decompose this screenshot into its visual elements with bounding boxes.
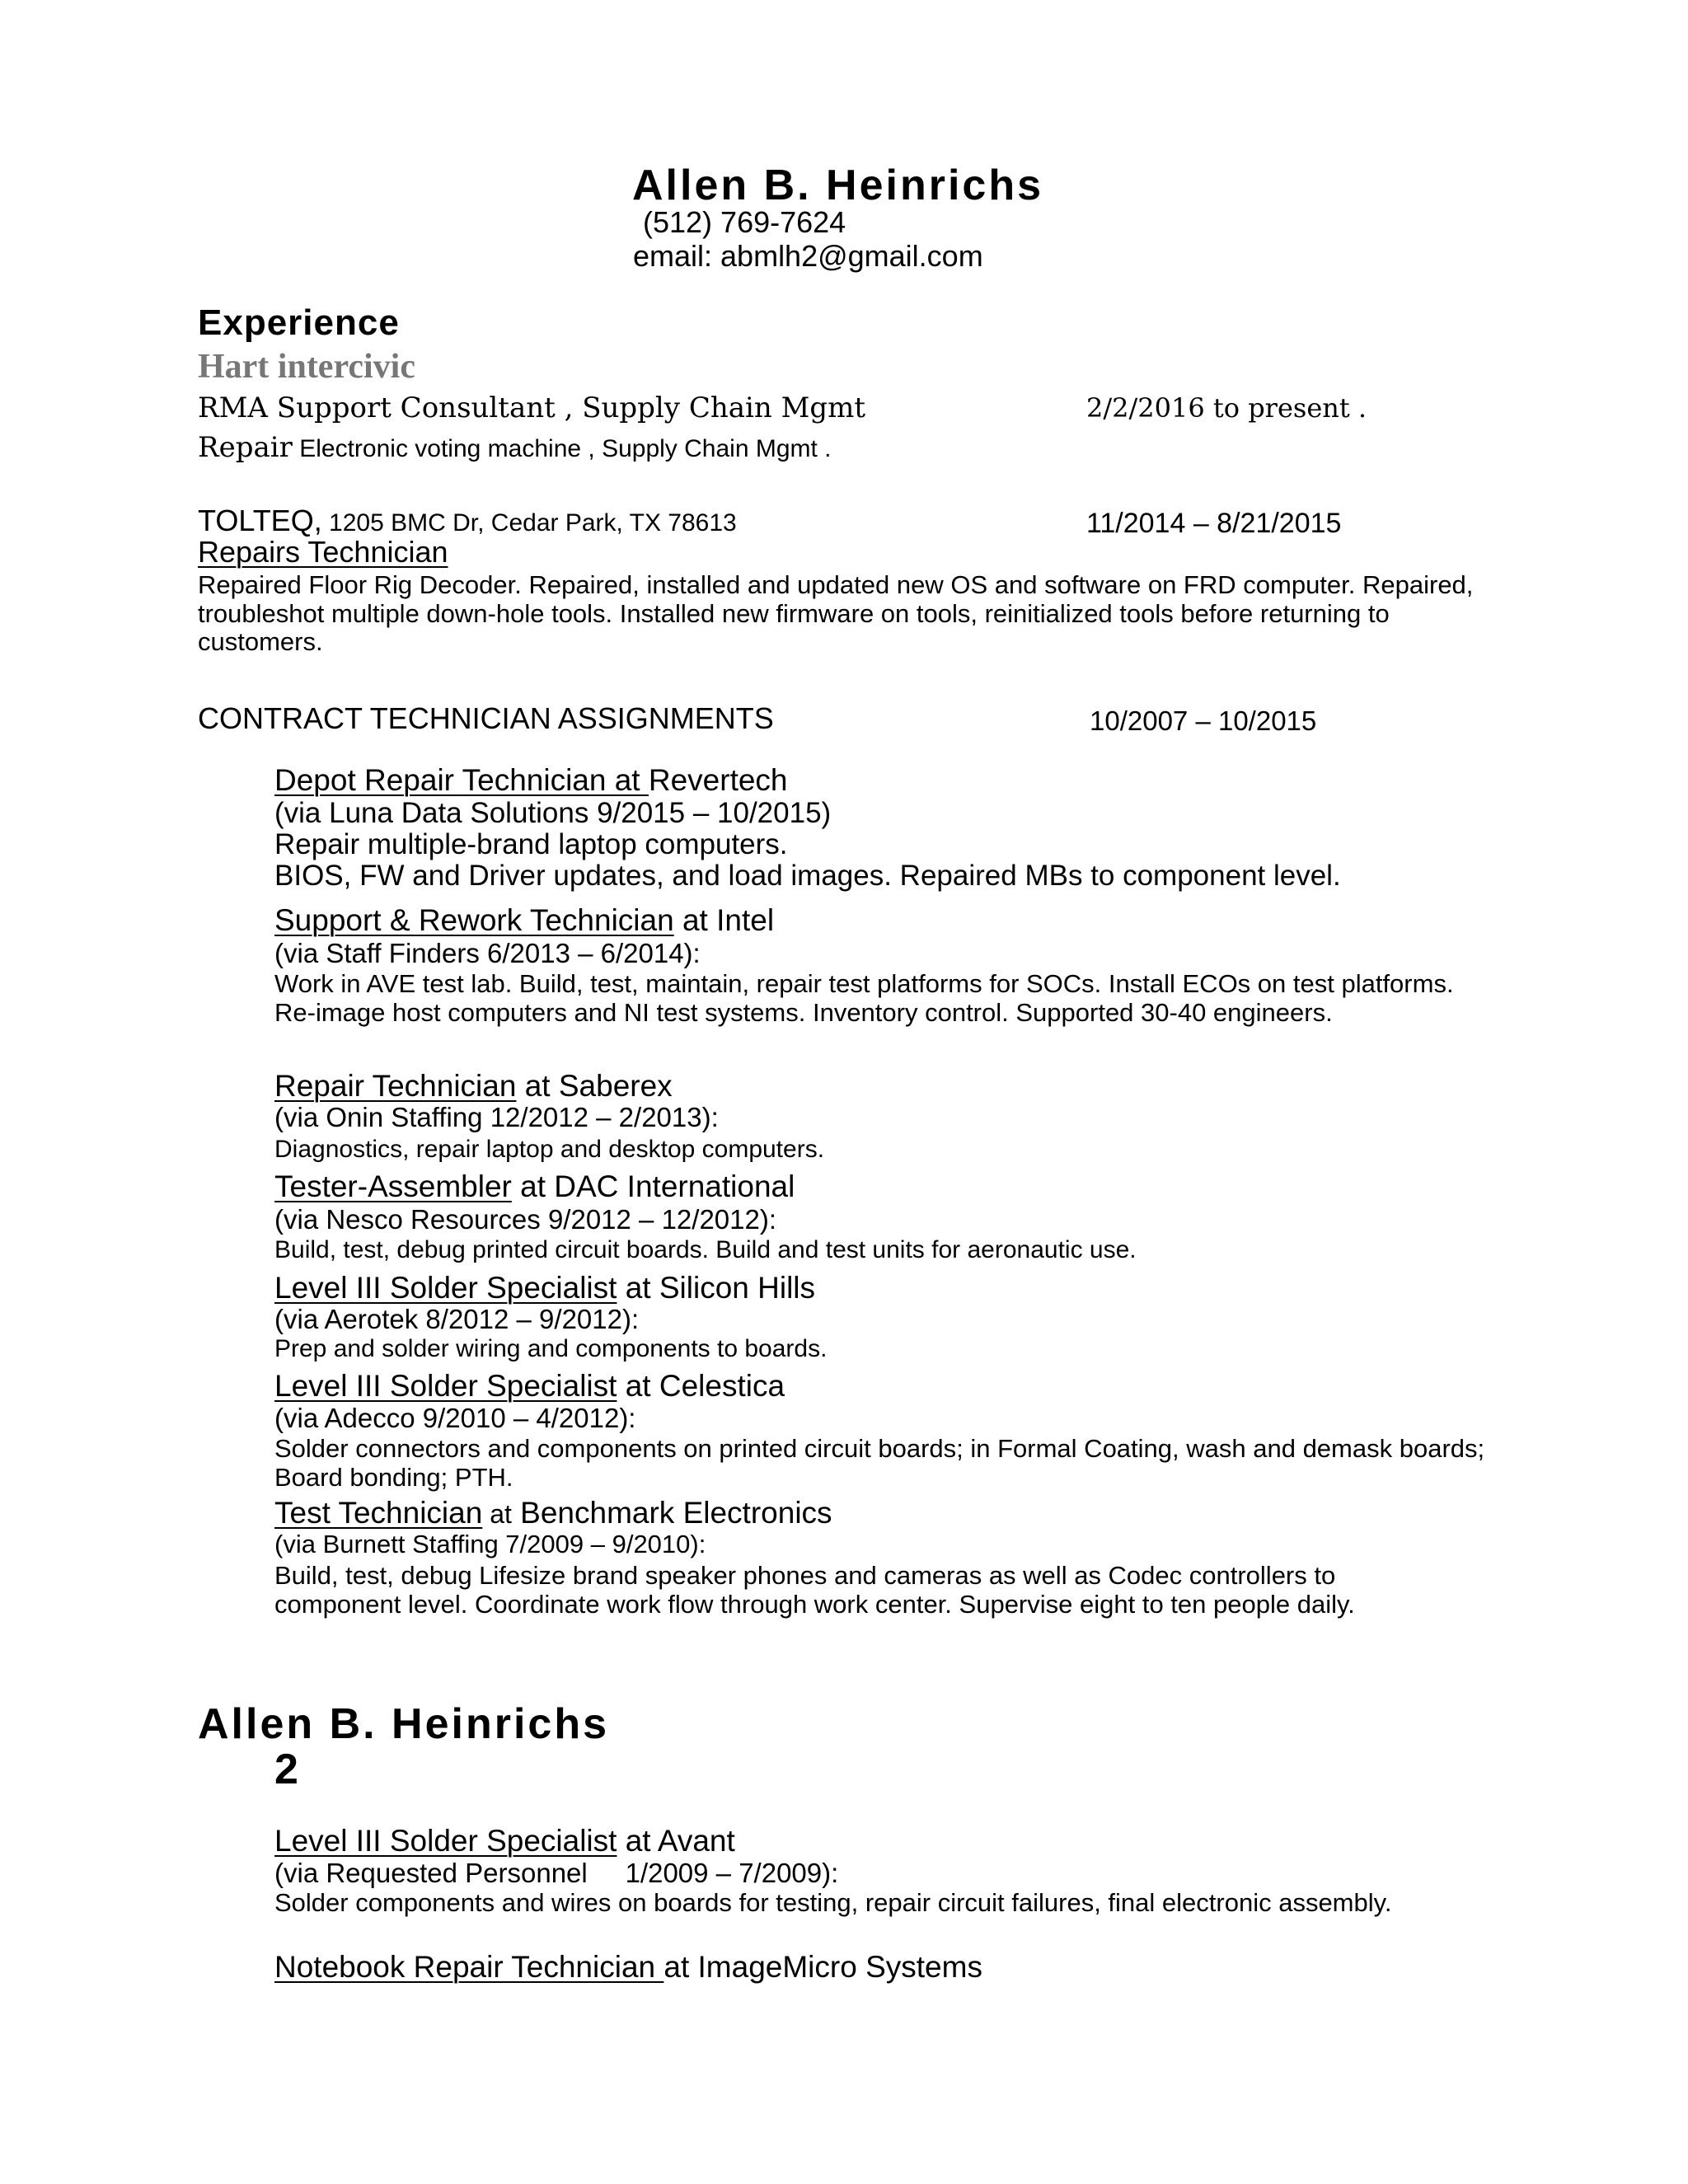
job-employer: at Intel: [673, 903, 775, 937]
job-description: Diagnostics, repair laptop and desktop computers.: [274, 1136, 825, 1163]
page2-candidate-name: Allen B. Heinrichs: [198, 1700, 609, 1748]
job-agency: (via Requested Personnel 1/2009 – 7/2009):: [274, 1858, 839, 1888]
section-heading-experience: Experience: [198, 302, 400, 343]
page-number: 2: [274, 1746, 298, 1793]
job-employer: at Avant: [617, 1824, 735, 1858]
job-title-line: [274, 763, 788, 797]
tolteq-description: Repaired Floor Rig Decoder. Repaired, installed and updated new OS and software on FRD computer. Repaired, troubleshot multiple down-hole tools. Installed new firmware on tools, reinitialized tools before returning to customers.: [198, 570, 1474, 657]
job-employer: at DAC International: [511, 1169, 795, 1203]
tolteq-line: [198, 504, 737, 537]
job-title-line: [274, 1369, 785, 1403]
job-agency: (via Nesco Resources 9/2012 – 12/2012):: [274, 1204, 777, 1235]
candidate-name: Allen B. Heinrichs: [632, 162, 1043, 209]
job-role: Notebook Repair Technician: [274, 1950, 664, 1984]
hart-desc-rest: Electronic voting machine , Supply Chain Mgmt .: [292, 435, 832, 462]
job-employer: Revertech: [648, 763, 788, 797]
job-role: Level III Solder Specialist: [274, 1271, 617, 1305]
job-agency: (via Adecco 9/2010 – 4/2012):: [274, 1403, 636, 1433]
job-title-line: [274, 1069, 673, 1103]
job-role: Level III Solder Specialist: [274, 1369, 617, 1403]
contract-heading: CONTRACT TECHNICIAN ASSIGNMENTS: [198, 701, 774, 735]
job-description: Build, test, debug printed circuit boards. Build and test units for aeronautic use.: [274, 1236, 1137, 1263]
contract-dates: 10/2007 – 10/2015: [1090, 705, 1317, 736]
job-title-line: [274, 1824, 735, 1858]
hart-desc-lead: Repair: [198, 431, 293, 464]
job-role: Level III Solder Specialist: [274, 1824, 617, 1858]
job-title-line: [274, 1950, 982, 1984]
company-hart: Hart intercivic: [198, 348, 415, 386]
job-employer: at Saberex: [516, 1069, 673, 1103]
job-agency: (via Staff Finders 6/2013 – 6/2014):: [274, 938, 701, 968]
job-title-line: [274, 1271, 815, 1305]
job-employer: Benchmark Electronics: [511, 1496, 832, 1530]
job-agency: (via Luna Data Solutions 9/2015 – 10/2015): [274, 797, 832, 829]
job-role: Support & Rework Technician: [274, 903, 674, 937]
job-role: Repair Technician: [274, 1069, 517, 1103]
job-description: Solder connectors and components on printed circuit boards; in Formal Coating, wash and demask boards; Board bonding; PTH.: [274, 1434, 1485, 1492]
tolteq-dates: 11/2014 – 8/21/2015: [1086, 508, 1342, 539]
job-employer: at Celestica: [617, 1369, 785, 1403]
hart-dates: 2/2/2016 to present .: [1086, 392, 1367, 424]
job-description: Work in AVE test lab. Build, test, maintain, repair test platforms for SOCs. Install ECOs on test platforms. Re-image host computers and NI test systems. Inventory control. Supported 30-40 engineers.: [274, 969, 1454, 1027]
hart-job-title: RMA Support Consultant , Supply Chain Mgmt: [198, 391, 866, 424]
job-role: Tester-Assembler: [274, 1169, 512, 1203]
job-title-line: [274, 1169, 795, 1203]
job-description: Build, test, debug Lifesize brand speaker phones and cameras as well as Codec controllers to component level. Coordinate work flow through work center. Supervise eight to ten people daily.: [274, 1561, 1355, 1619]
job-description-2: BIOS, FW and Driver updates, and load images. Repaired MBs to component level.: [274, 860, 1341, 892]
tolteq-address: 1205 BMC Dr, Cedar Park, TX 78613: [321, 509, 737, 537]
phone-number: (512) 769-7624: [643, 205, 846, 239]
job-employer: at Silicon Hills: [617, 1271, 816, 1305]
job-title-line: [274, 903, 774, 937]
email-address: email: abmlh2@gmail.com: [633, 239, 983, 273]
job-employer: at ImageMicro Systems: [663, 1950, 982, 1984]
tolteq-job-title: Repairs Technician: [198, 535, 448, 569]
job-agency: (via Aerotek 8/2012 – 9/2012):: [274, 1304, 640, 1334]
job-description: Prep and solder wiring and components to boards.: [274, 1335, 828, 1362]
job-role: Test Technician: [274, 1496, 483, 1530]
job-agency: (via Burnett Staffing 7/2009 – 9/2010):: [274, 1530, 706, 1558]
job-agency: (via Onin Staffing 12/2012 – 2/2013):: [274, 1102, 719, 1132]
job-employer-at: at: [482, 1499, 512, 1529]
job-description: Repair multiple-brand laptop computers.: [274, 828, 788, 860]
job-role: Depot Repair Technician at: [274, 763, 649, 797]
job-title-line: [274, 1496, 832, 1530]
company-tolteq: TOLTEQ,: [198, 504, 322, 537]
hart-description: [198, 432, 832, 463]
job-description: Solder components and wires on boards for testing, repair circuit failures, final electronic assembly.: [274, 1888, 1392, 1917]
